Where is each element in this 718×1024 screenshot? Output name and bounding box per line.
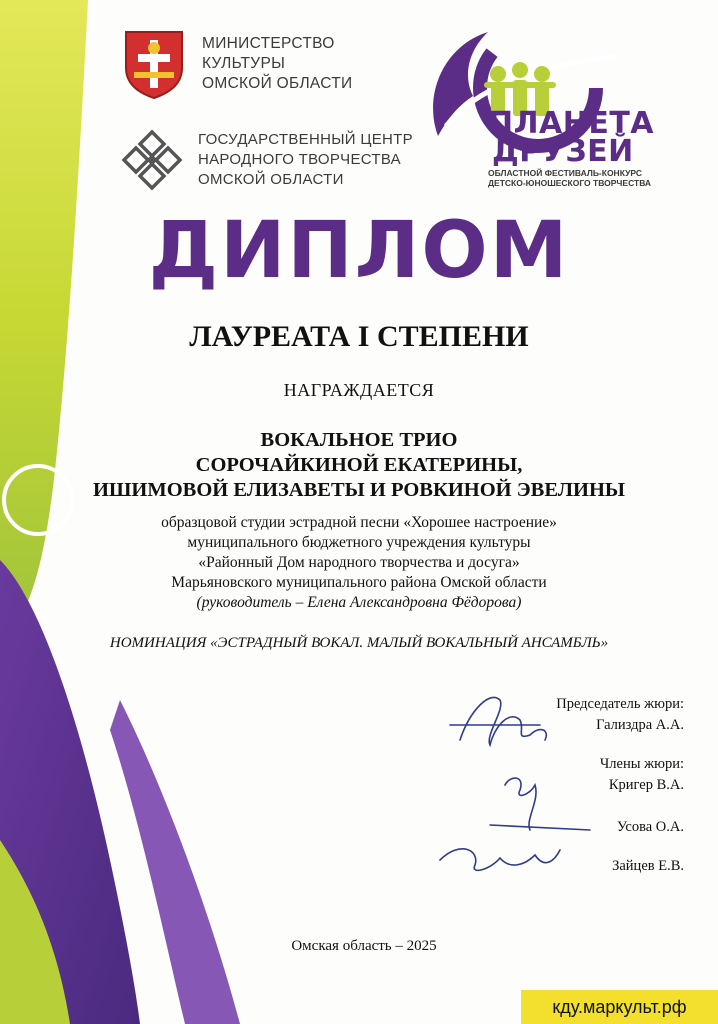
omsk-coat-of-arms-icon <box>120 28 188 100</box>
center-line-1: ГОСУДАРСТВЕННЫЙ ЦЕНТР <box>198 131 413 148</box>
recipient-details <box>0 513 718 613</box>
recipient-line-2: СОРОЧАЙКИНОЙ ЕКАТЕРИНЫ, <box>195 454 523 476</box>
jury-member-3 <box>612 856 684 877</box>
website-label: кду.маркульт.рф <box>521 990 718 1024</box>
ministry-block <box>120 28 352 100</box>
recipient-line-1: ВОКАЛЬНОЕ ТРИО <box>260 429 458 451</box>
festival-subtitle <box>488 168 651 188</box>
festival-title-line-2: ДРУЗЕЙ <box>492 134 634 169</box>
diploma-title: ДИПЛОМ <box>148 206 570 296</box>
details-line-2: муниципального бюджетного учреждения культуры <box>187 534 531 551</box>
ministry-line-2: КУЛЬТУРЫ <box>202 55 286 72</box>
chair-label: Председатель жюри: <box>556 696 684 712</box>
ministry-line-3: ОМСКОЙ ОБЛАСТИ <box>202 75 353 92</box>
member-signature-2 <box>440 849 560 871</box>
diploma-degree: ЛАУРЕАТА I СТЕПЕНИ <box>189 320 529 353</box>
details-line-3: «Районный Дом народного творчества и досуга» <box>198 554 520 571</box>
member-name-2: Усова О.А. <box>616 819 684 835</box>
recipient-line-3: ИШИМОВОЙ ЕЛИЗАВЕТЫ И РОВКИНОЙ ЭВЕЛИНЫ <box>92 479 626 501</box>
details-line-4: Марьяновского муниципального района Омской области <box>171 574 547 591</box>
leader-line: (руководитель – Елена Александровна Фёдорова) <box>196 594 522 611</box>
jury-chair <box>556 694 684 736</box>
festival-title-line-1: ПЛАНЕТА <box>488 106 655 141</box>
folk-center-block <box>120 128 413 192</box>
chair-signature <box>450 697 546 745</box>
details-line-1: образцовой студии эстрадной песни «Хорошее настроение» <box>161 514 557 531</box>
festival-subtitle-line-1: ОБЛАСТНОЙ ФЕСТИВАЛЬ-КОНКУРС <box>488 168 642 178</box>
folk-center-name <box>198 130 413 190</box>
nomination: НОМИНАЦИЯ «ЭСТРАДНЫЙ ВОКАЛ. МАЛЫЙ ВОКАЛЬНЫЙ АНСАМБЛЬ» <box>109 635 609 651</box>
jury-members <box>600 754 684 796</box>
festival-title <box>488 106 655 169</box>
festival-logo <box>418 26 678 196</box>
center-line-3: ОМСКОЙ ОБЛАСТИ <box>198 171 344 188</box>
member-name-1: Кригер В.А. <box>608 777 684 793</box>
ministry-line-1: МИНИСТЕРСТВО <box>202 35 335 52</box>
members-label: Члены жюри: <box>599 756 684 772</box>
ministry-name <box>202 34 352 94</box>
jury-member-2 <box>617 817 684 838</box>
member-name-3: Зайцев Е.В. <box>612 858 684 874</box>
place-year: Омская область – 2025 <box>291 938 437 954</box>
chair-name: Гализдра А.А. <box>596 717 684 733</box>
folk-ornament-icon <box>120 128 184 192</box>
festival-subtitle-line-2: ДЕТСКО-ЮНОШЕСКОГО ТВОРЧЕСТВА <box>488 178 652 188</box>
awarded-label: НАГРАЖДАЕТСЯ <box>283 380 435 400</box>
recipient <box>0 428 718 503</box>
member-signature-1 <box>490 778 590 830</box>
center-line-2: НАРОДНОГО ТВОРЧЕСТВА <box>198 151 401 168</box>
